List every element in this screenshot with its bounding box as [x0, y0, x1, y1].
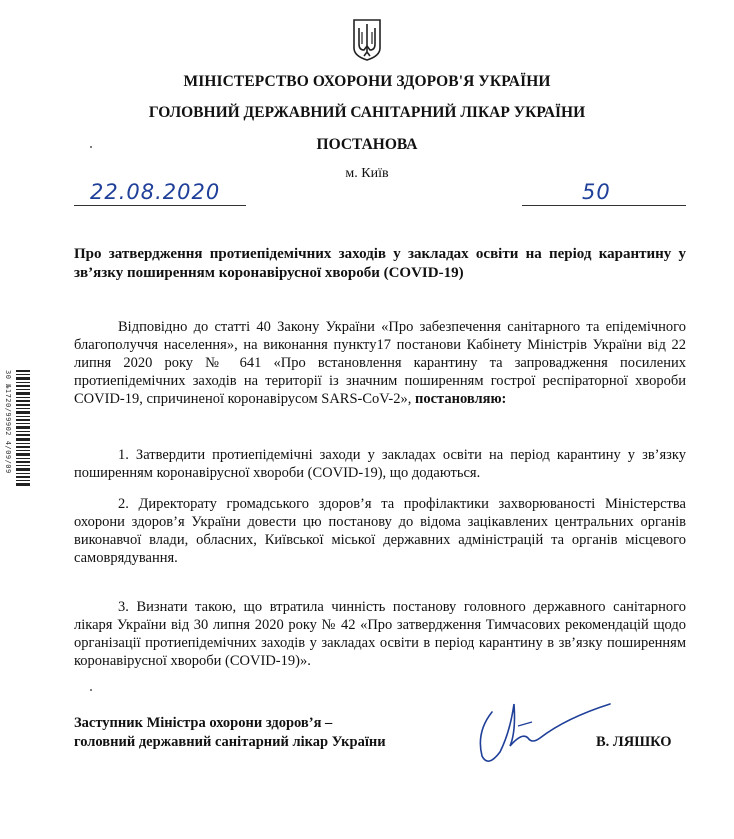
document-title: Про затвердження протиепідемічних заходів у закладах освіти на період карантину у зв’язку поширенням коронавірусної хвороби (COVID-19): [74, 246, 686, 281]
document-number: 50: [582, 180, 611, 204]
doc-type-heading: ПОСТАНОВА: [316, 136, 418, 153]
signatory-position: [74, 714, 386, 752]
item-1: [74, 446, 686, 482]
item-1-text: 1. Затвердити протиепідемічні заходи у закладах освіти на період карантину у зв’язку поширенням коронавірусної хвороби (COVID-19), що додаються.: [74, 447, 686, 481]
scan-speck: [90, 689, 92, 691]
coat-of-arms-icon: [352, 18, 382, 62]
position-line-2: головний державний санітарний лікар України: [74, 734, 386, 750]
item-3: [74, 598, 686, 670]
date-underline: [74, 205, 246, 206]
preamble: [74, 318, 686, 408]
item-2: [74, 495, 686, 567]
handwritten-signature: [470, 682, 620, 777]
city-label: м. Київ: [345, 166, 389, 181]
item-2-text: 2. Директорату громадського здоров’я та профілактики захворюваності Міністерства охорони здоров’я України довести цю постанову до відома зацікавлених центральних органів виконавчої влади, обласних, Київської міської державних адміністрацій та органів місцевого самоврядування.: [74, 496, 686, 566]
item-3-text: 3. Визнати такою, що втратила чинність постанову головного державного санітарного лікаря України від 30 липня 2020 року № 42 «Про затвердження Тимчасових рекомендацій щодо організації протиепідемічних заходів у закладах освіти в період карантину в зв’язку поширенням коронавірусної хвороби (COVID-19)».: [74, 599, 686, 669]
position-line-1: Заступник Міністра охорони здоров’я –: [74, 715, 333, 731]
number-underline: [522, 205, 686, 206]
barcode-number: 30 №1720/99902 4/09/09: [4, 370, 12, 474]
signatory-name: В. ЛЯШКО: [596, 734, 672, 750]
officer-heading: ГОЛОВНИЙ ДЕРЖАВНИЙ САНІТАРНИЙ ЛІКАР УКРАЇНИ: [148, 104, 586, 121]
scan-speck: [90, 146, 92, 148]
resolve-word: постановляю:: [415, 391, 507, 407]
document-date: 22.08.2020: [90, 180, 221, 204]
ministry-heading: МІНІСТЕРСТВО ОХОРОНИ ЗДОРОВ'Я УКРАЇНИ: [183, 73, 551, 90]
barcode-stamp: [16, 370, 30, 493]
preamble-text: Відповідно до статті 40 Закону України «Про забезпечення санітарного та епідемічного благополуччя населення», на виконання пункту17 постанови Кабінету Міністрів України від 22 липня 2020 року № 641 «Про встановлення карантину та запровадження посилених протиепідемічних заходів на території із значним поширенням гострої респіраторної хвороби COVID-19, спричиненої коронавірусом SARS-CoV-2»,: [74, 319, 686, 407]
